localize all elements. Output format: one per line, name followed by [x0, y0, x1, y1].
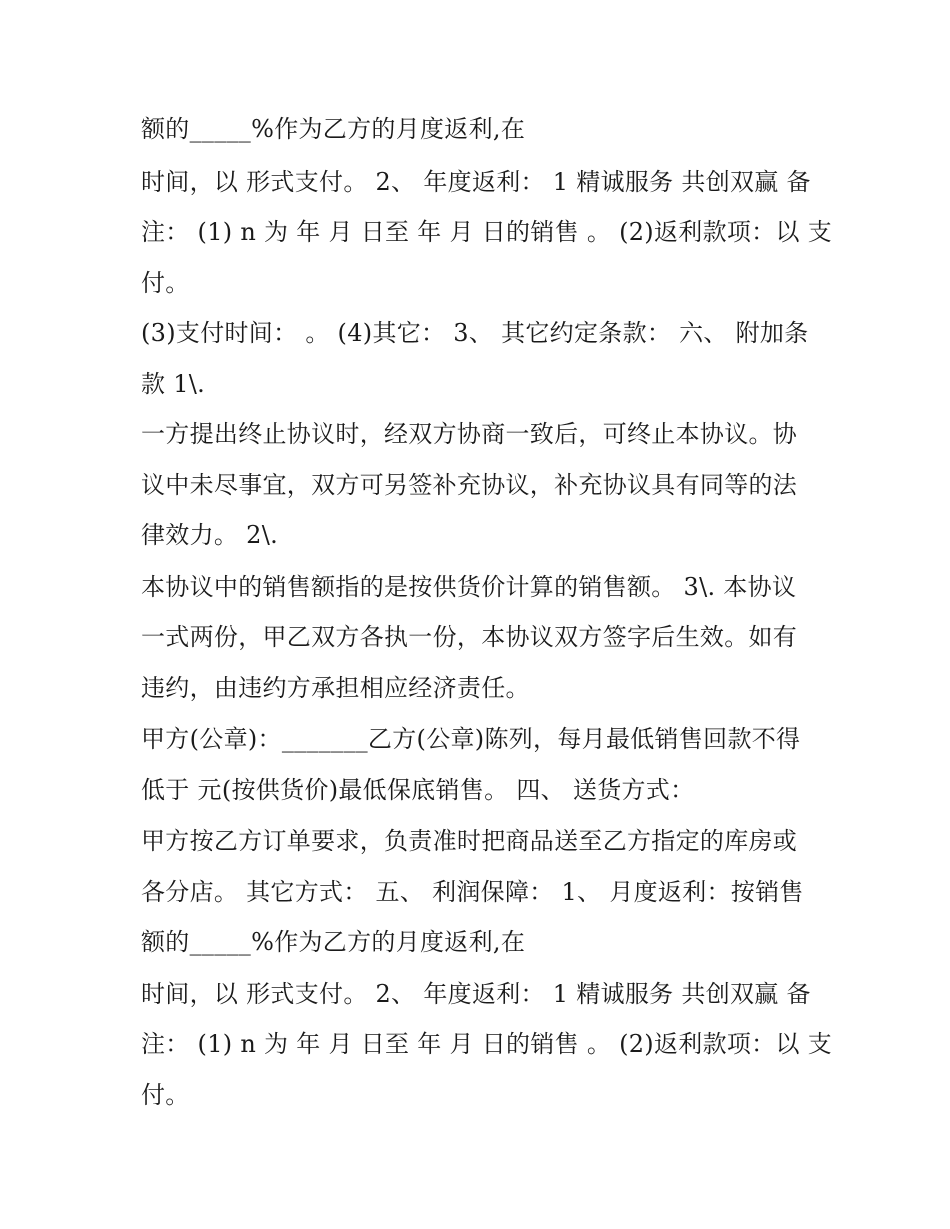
text-line: 时间，以 形式支付。 2、 年度返利： 1 精诚服务 共创双赢 备: [141, 980, 811, 1008]
text-line: 一式两份，甲乙双方各执一份，本协议双方签字后生效。如有: [141, 623, 798, 651]
text-line: 低于 元(按供货价)最低保底销售。 四、 送货方式：: [141, 776, 695, 804]
text-line: 甲方按乙方订单要求，负责准时把商品送至乙方指定的库房或: [141, 827, 798, 855]
text-line: 额的_____%作为乙方的月度返利,在: [141, 928, 526, 956]
text-line: 违约，由违约方承担相应经济责任。: [141, 674, 530, 702]
text-line: 注： (1) n 为 年 月 日至 年 月 日的销售 。 (2)返利款项：以 支: [141, 218, 832, 246]
text-line: 各分店。 其它方式： 五、 利润保障： 1、 月度返利：按销售: [141, 878, 804, 906]
text-line: 甲方(公章)：_______乙方(公章)陈列，每月最低销售回款不得: [141, 725, 801, 753]
text-line: 一方提出终止协议时，经双方协商一致后，可终止本协议。协: [141, 420, 798, 448]
text-line: 议中未尽事宜，双方可另签补充协议，补充协议具有同等的法: [141, 471, 798, 499]
text-line: 付。: [141, 1081, 190, 1109]
text-line: 款 1\.: [141, 370, 206, 398]
text-line: 律效力。 2\.: [141, 521, 279, 549]
text-line: 注： (1) n 为 年 月 日至 年 月 日的销售 。 (2)返利款项：以 支: [141, 1030, 832, 1058]
text-line: (3)支付时间： 。 (4)其它： 3、 其它约定条款： 六、 附加条: [141, 319, 809, 347]
text-line: 付。: [141, 269, 190, 297]
text-line: 时间，以 形式支付。 2、 年度返利： 1 精诚服务 共创双赢 备: [141, 168, 811, 196]
text-line: 本协议中的销售额指的是按供货价计算的销售额。 3\. 本协议: [141, 573, 797, 601]
text-line: 额的_____%作为乙方的月度返利,在: [141, 115, 526, 143]
